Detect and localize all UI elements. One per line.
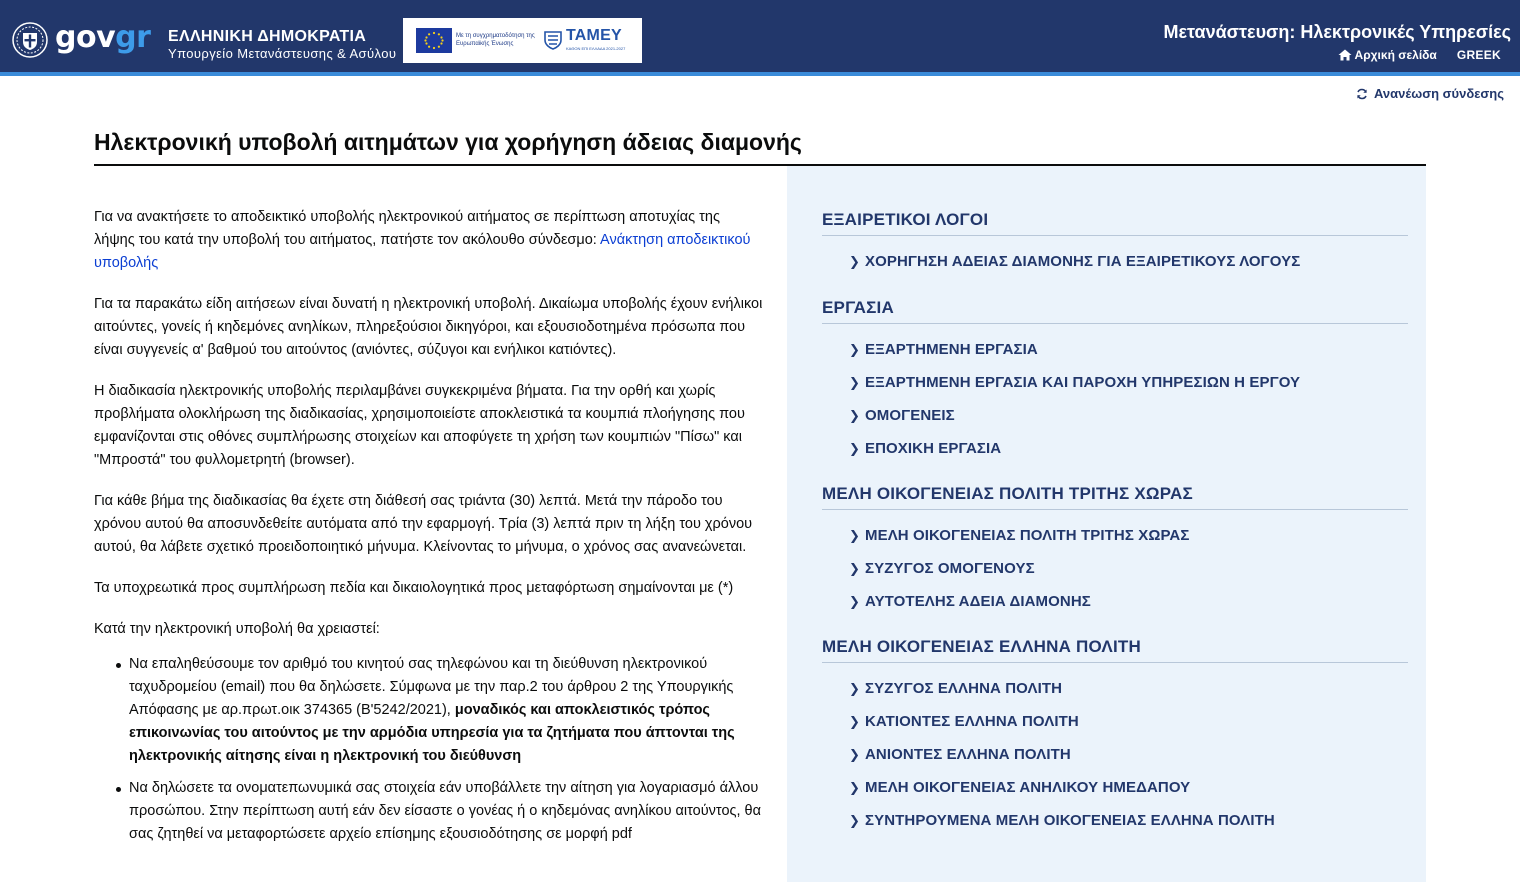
application-link[interactable] bbox=[849, 245, 1408, 278]
section-third-country-family bbox=[822, 483, 1408, 618]
language-selector[interactable]: GREEK bbox=[1456, 48, 1501, 62]
application-link-label: ΕΞΑΡΤΗΜΕΝΗ ΕΡΓΑΣΙΑ ΚΑΙ ΠΑΡΟΧΗ ΥΠΗΡΕΣΙΩΝ Η ΕΡΓΟΥ bbox=[865, 374, 1301, 391]
home-icon bbox=[1338, 49, 1352, 61]
list-item-bold-text: μοναδικός και αποκλειστικός τρόπος επικοινωνίας του αιτούντος με την αρμόδια υπηρεσία για τα ζητήματα που άπτονται της ηλεκτρονικής αίτησης είναι η ηλεκτρονική του διεύθυνση bbox=[129, 702, 735, 764]
refresh-session-label: Ανανέωση σύνδεσης bbox=[1374, 86, 1504, 101]
section-title: ΜΕΛΗ ΟΙΚΟΓΕΝΕΙΑΣ ΠΟΛΙΤΗ ΤΡΙΤΗΣ ΧΩΡΑΣ bbox=[822, 483, 1408, 510]
govgr-logo[interactable] bbox=[55, 20, 150, 56]
application-link[interactable] bbox=[849, 552, 1408, 585]
list-item bbox=[129, 653, 764, 768]
site-title: Μετανάστευση: Ηλεκτρονικές Υπηρεσίες bbox=[1163, 22, 1511, 42]
chevron-right-icon: ❯ bbox=[849, 593, 860, 609]
application-link[interactable] bbox=[849, 399, 1408, 432]
application-types-panel bbox=[787, 166, 1426, 882]
chevron-right-icon: ❯ bbox=[849, 560, 860, 576]
application-link[interactable] bbox=[849, 519, 1408, 552]
paragraph-timeout: Για κάθε βήμα της διαδικασίας θα έχετε στη διάθεσή σας τριάντα (30) λεπτά. Μετά την πάροδο του χρόνου αυτού θα αποσυνδεθείτε αυτόματα από την εφαρμογή. Τρία (3) λεπτά πριν τη λήξη του χρόνου αυτού, θα λάβετε σχετικό προειδοποιητικό μήνυμα. Κλείνοντας το μήνυμα, ο χρόνος σας ανανεώνεται. bbox=[94, 493, 753, 555]
application-link-label: ΚΑΤΙΟΝΤΕΣ ΕΛΛΗΝΑ ΠΟΛΙΤΗ bbox=[865, 713, 1079, 730]
chevron-right-icon: ❯ bbox=[849, 527, 860, 543]
logo-gr-text: gr bbox=[115, 20, 151, 55]
section-title: ΜΕΛΗ ΟΙΚΟΓΕΝΕΙΑΣ ΕΛΛΗΝΑ ΠΟΛΙΤΗ bbox=[822, 636, 1408, 663]
page-title: Ηλεκτρονική υποβολή αιτημάτων για χορήγηση άδειας διαμονής bbox=[94, 129, 802, 155]
application-link-label: ΑΥΤΟΤΕΛΗΣ ΑΔΕΙΑ ΔΙΑΜΟΝΗΣ bbox=[865, 593, 1091, 610]
application-link-label: ΣΥΖΥΓΟΣ ΕΛΛΗΝΑ ΠΟΛΙΤΗ bbox=[865, 680, 1063, 697]
receipt-recovery-link[interactable]: Ανάκτηση αποδεικτικού υποβολής bbox=[94, 232, 751, 271]
application-link[interactable] bbox=[849, 738, 1408, 771]
section-greek-citizen-family bbox=[822, 636, 1408, 837]
application-link[interactable] bbox=[849, 804, 1408, 837]
eu-flag-icon bbox=[416, 28, 452, 53]
chevron-right-icon: ❯ bbox=[849, 341, 860, 357]
header-nav bbox=[1338, 48, 1501, 62]
ministry-line1: ΕΛΛΗΝΙΚΗ ΔΗΜΟΚΡΑΤΙΑ bbox=[168, 28, 367, 45]
paragraph-process: Η διαδικασία ηλεκτρονικής υποβολής περιλαμβάνει συγκεκριμένα βήματα. Για την ορθή και χωρίς προβλήματα ολοκλήρωση της διαδικασίας, χρησιμοποιείστε αποκλειστικά τα κουμπιά πλοήγησης που εμφανίζονται στις οθόνες συμπλήρωσης στοιχείων και αποφύγετε τη χρήση των κουμπιών "Πίσω" και "Μπροστά" του φυλλομετρητή (browser). bbox=[94, 383, 745, 468]
paragraph-required: Τα υποχρεωτικά προς συμπλήρωση πεδία και δικαιολογητικά προς μεταφόρτωση σημαίνονται με (*) bbox=[94, 580, 734, 596]
logo-gov-text: gov bbox=[55, 20, 116, 55]
site-header bbox=[0, 0, 1520, 76]
ministry-name bbox=[168, 27, 396, 62]
application-link[interactable] bbox=[849, 432, 1408, 465]
chevron-right-icon: ❯ bbox=[849, 407, 860, 423]
application-link[interactable] bbox=[849, 672, 1408, 705]
paragraph-receipt bbox=[94, 206, 764, 275]
chevron-right-icon: ❯ bbox=[849, 746, 860, 762]
application-link-label: ΑΝΙΟΝΤΕΣ ΕΛΛΗΝΑ ΠΟΛΙΤΗ bbox=[865, 746, 1071, 763]
application-link[interactable] bbox=[849, 705, 1408, 738]
section-employment bbox=[822, 297, 1408, 465]
ministry-line2: Υπουργείο Μετανάστευσης & Ασύλου bbox=[168, 46, 397, 61]
application-link[interactable] bbox=[849, 771, 1408, 804]
application-link-label: ΣΥΖΥΓΟΣ ΟΜΟΓΕΝΟΥΣ bbox=[865, 560, 1035, 577]
eu-cofunding-text: Με τη συγχρηματοδότηση της Ευρωπαϊκής Ένωσης bbox=[456, 33, 535, 47]
home-link[interactable] bbox=[1338, 48, 1437, 62]
paragraph-requirements-intro: Κατά την ηλεκτρονική υποβολή θα χρειαστεί: bbox=[94, 621, 380, 637]
section-title: ΕΞΑΙΡΕΤΙΚΟΙ ΛΟΓΟΙ bbox=[822, 209, 1408, 236]
chevron-right-icon: ❯ bbox=[849, 374, 860, 390]
application-link-label: ΜΕΛΗ ΟΙΚΟΓΕΝΕΙΑΣ ΑΝΗΛΙΚΟΥ ΗΜΕΔΑΠΟΥ bbox=[865, 779, 1191, 796]
tamey-logo-text: ΤΑΜΕΥ bbox=[566, 27, 622, 44]
chevron-right-icon: ❯ bbox=[849, 812, 860, 828]
chevron-right-icon: ❯ bbox=[849, 680, 860, 696]
tamey-shield-icon bbox=[543, 30, 563, 50]
application-link-label: ΟΜΟΓΕΝΕΙΣ bbox=[865, 407, 955, 424]
refresh-icon bbox=[1356, 88, 1368, 100]
list-item: Να δηλώσετε τα ονοματεπωνυμικά σας στοιχεία εάν υποβάλλετε την αίτηση για λογαριασμό άλλου προσώπου. Στην περίπτωση αυτή εάν δεν είσαστε ο γονέας ή ο κηδεμόνας ανηλίκου αιτούντος, θα σας ζητηθεί να μεταφορτώσετε αρχείο επίσημης εξουσιοδότησης σε μορφή pdf bbox=[129, 777, 764, 846]
instructions-text bbox=[94, 206, 764, 855]
list-item-text: Να επαληθεύσουμε τον αριθμό του κινητού σας τηλεφώνου και τη διεύθυνση ηλεκτρονικού ταχυδρομείου (email) που θα δηλώσετε. Σύμφωνα με την παρ.2 του άρθρου 2 της Υπουργικής Απόφασης με αρ.πρωτ.οικ 374365 (Β'5242/2021), bbox=[129, 656, 734, 718]
requirements-list bbox=[129, 653, 764, 846]
application-link-label: ΜΕΛΗ ΟΙΚΟΓΕΝΕΙΑΣ ΠΟΛΙΤΗ ΤΡΙΤΗΣ ΧΩΡΑΣ bbox=[865, 527, 1190, 544]
chevron-right-icon: ❯ bbox=[849, 253, 860, 269]
refresh-session-link[interactable] bbox=[1356, 86, 1504, 101]
section-title: ΕΡΓΑΣΙΑ bbox=[822, 297, 1408, 324]
application-link-label: ΣΥΝΤΗΡΟΥΜΕΝΑ ΜΕΛΗ ΟΙΚΟΓΕΝΕΙΑΣ ΕΛΛΗΝΑ ΠΟΛΙΤΗ bbox=[865, 812, 1275, 829]
paragraph-receipt-text: Για να ανακτήσετε το αποδεικτικό υποβολής ηλεκτρονικού αιτήματος σε περίπτωση αποτυχίας της λήψης του κατά την υποβολή του αιτήματος, πατήστε τον ακόλουθο σύνδεσμο: bbox=[94, 209, 720, 248]
paragraph-eligibility: Για τα παρακάτω είδη αιτήσεων είναι δυνατή η ηλεκτρονική υποβολή. Δικαίωμα υποβολής έχουν ενήλικοι αιτούντες, γονείς ή κηδεμόνες ανηλίκων, πληρεξούσιοι δικηγόροι, και εξουσιοδοτημένα πρόσωπα που είναι συγγενείς α' βαθμού του αιτούντος (ανιόντες, σύζυγοι και ενήλικοι κατιόντες). bbox=[94, 296, 763, 358]
greek-emblem-icon bbox=[12, 22, 48, 58]
chevron-right-icon: ❯ bbox=[849, 440, 860, 456]
chevron-right-icon: ❯ bbox=[849, 779, 860, 795]
application-link-label: ΧΟΡΗΓΗΣΗ ΑΔΕΙΑΣ ΔΙΑΜΟΝΗΣ ΓΙΑ ΕΞΑΙΡΕΤΙΚΟΥΣ ΛΟΓΟΥΣ bbox=[865, 253, 1301, 270]
application-link-label: ΕΠΟΧΙΚΗ ΕΡΓΑΣΙΑ bbox=[865, 440, 1002, 457]
application-link[interactable] bbox=[849, 366, 1408, 399]
application-link[interactable] bbox=[849, 585, 1408, 618]
application-link-label: ΕΞΑΡΤΗΜΕΝΗ ΕΡΓΑΣΙΑ bbox=[865, 341, 1038, 358]
application-link[interactable] bbox=[849, 333, 1408, 366]
chevron-right-icon: ❯ bbox=[849, 713, 860, 729]
tamey-sub-text: ΚΑΘΟΝ ΕΠΙ ΕΛΛΑΔΑ 2021-2027 bbox=[566, 46, 626, 51]
home-link-label: Αρχική σελίδα bbox=[1354, 48, 1437, 62]
section-exceptional-reasons bbox=[822, 209, 1408, 278]
